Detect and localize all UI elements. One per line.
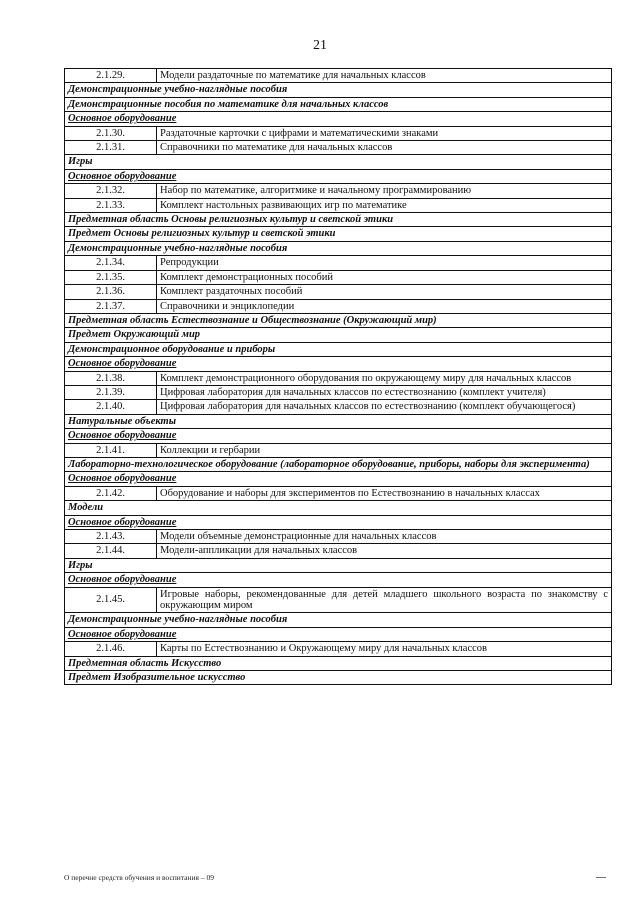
section-row bbox=[65, 656, 612, 670]
item-number: 2.1.44. bbox=[65, 544, 157, 558]
table-row bbox=[65, 385, 612, 399]
section-heading: Натуральные объекты bbox=[65, 414, 612, 428]
table-row bbox=[65, 69, 612, 83]
item-number: 2.1.33. bbox=[65, 198, 157, 212]
table-row bbox=[65, 198, 612, 212]
section-row bbox=[65, 155, 612, 169]
item-number: 2.1.29. bbox=[65, 69, 157, 83]
section-heading: Демонстрационные учебно-наглядные пособия bbox=[65, 241, 612, 255]
item-number: 2.1.37. bbox=[65, 299, 157, 313]
table-row bbox=[65, 642, 612, 656]
subheading-row bbox=[65, 112, 612, 126]
item-description: Справочники по математике для начальных классов bbox=[157, 141, 612, 155]
page-number: 21 bbox=[313, 38, 327, 53]
table-row bbox=[65, 299, 612, 313]
table-row bbox=[65, 486, 612, 500]
table-row bbox=[65, 270, 612, 284]
item-description: Цифровая лаборатория для начальных классов по естествознанию (комплект учителя) bbox=[157, 385, 612, 399]
corner-mark bbox=[596, 877, 606, 878]
item-number: 2.1.46. bbox=[65, 642, 157, 656]
item-description: Комплект раздаточных пособий bbox=[157, 285, 612, 299]
section-heading: Предметная область Естествознание и Обществознание (Окружающий мир) bbox=[65, 313, 612, 327]
section-heading: Демонстрационные учебно-наглядные пособия bbox=[65, 83, 612, 97]
table-row bbox=[65, 371, 612, 385]
subheading-row bbox=[65, 357, 612, 371]
item-description: Игровые наборы, рекомендованные для детей младшего школьного возраста по знакомству с окружающим миром bbox=[157, 587, 612, 613]
subsection-heading: Основное оборудование bbox=[65, 169, 612, 183]
subheading-row bbox=[65, 627, 612, 641]
item-description: Комплект настольных развивающих игр по математике bbox=[157, 198, 612, 212]
item-number: 2.1.35. bbox=[65, 270, 157, 284]
item-description: Комплект демонстрационных пособий bbox=[157, 270, 612, 284]
item-number: 2.1.39. bbox=[65, 385, 157, 399]
section-heading: Демонстрационные учебно-наглядные пособия bbox=[65, 613, 612, 627]
table-row bbox=[65, 256, 612, 270]
table-row bbox=[65, 587, 612, 613]
item-number: 2.1.41. bbox=[65, 443, 157, 457]
item-number: 2.1.32. bbox=[65, 184, 157, 198]
item-description: Раздаточные карточки с цифрами и математическими знаками bbox=[157, 126, 612, 140]
item-number: 2.1.36. bbox=[65, 285, 157, 299]
section-row bbox=[65, 342, 612, 356]
section-row bbox=[65, 227, 612, 241]
table-row bbox=[65, 443, 612, 457]
subsection-heading: Основное оборудование bbox=[65, 573, 612, 587]
section-heading: Предмет Окружающий мир bbox=[65, 328, 612, 342]
section-heading: Демонстрационное оборудование и приборы bbox=[65, 342, 612, 356]
section-row bbox=[65, 313, 612, 327]
section-heading: Игры bbox=[65, 558, 612, 572]
section-row bbox=[65, 213, 612, 227]
section-heading: Предметная область Основы религиозных культур и светской этики bbox=[65, 213, 612, 227]
item-description: Модели раздаточные по математике для начальных классов bbox=[157, 69, 612, 83]
subsection-heading: Основное оборудование bbox=[65, 357, 612, 371]
item-number: 2.1.45. bbox=[65, 587, 157, 613]
subsection-heading: Основное оборудование bbox=[65, 515, 612, 529]
section-heading: Лабораторно-технологическое оборудование (лабораторное оборудование, приборы, наборы для эксперимента) bbox=[65, 457, 612, 471]
section-row bbox=[65, 97, 612, 111]
subsection-heading: Основное оборудование bbox=[65, 429, 612, 443]
subsection-heading: Основное оборудование bbox=[65, 472, 612, 486]
subheading-row bbox=[65, 169, 612, 183]
item-description: Репродукции bbox=[157, 256, 612, 270]
table-row bbox=[65, 544, 612, 558]
subsection-heading: Основное оборудование bbox=[65, 627, 612, 641]
subheading-row bbox=[65, 472, 612, 486]
item-number: 2.1.38. bbox=[65, 371, 157, 385]
subheading-row bbox=[65, 515, 612, 529]
table-row bbox=[65, 400, 612, 414]
item-number: 2.1.40. bbox=[65, 400, 157, 414]
section-heading: Игры bbox=[65, 155, 612, 169]
item-number: 2.1.30. bbox=[65, 126, 157, 140]
item-description: Оборудование и наборы для экспериментов по Естествознанию в начальных классах bbox=[157, 486, 612, 500]
section-row bbox=[65, 501, 612, 515]
item-description: Справочники и энциклопедии bbox=[157, 299, 612, 313]
item-description: Цифровая лаборатория для начальных классов по естествознанию (комплект обучающегося) bbox=[157, 400, 612, 414]
item-description: Коллекции и гербарии bbox=[157, 443, 612, 457]
section-row bbox=[65, 414, 612, 428]
item-description: Модели-аппликации для начальных классов bbox=[157, 544, 612, 558]
equipment-table bbox=[64, 68, 612, 685]
section-row bbox=[65, 671, 612, 685]
item-description: Модели объемные демонстрационные для начальных классов bbox=[157, 530, 612, 544]
table-row bbox=[65, 184, 612, 198]
section-heading: Модели bbox=[65, 501, 612, 515]
section-heading: Предмет Изобразительное искусство bbox=[65, 671, 612, 685]
section-heading: Предметная область Искусство bbox=[65, 656, 612, 670]
section-row bbox=[65, 558, 612, 572]
subheading-row bbox=[65, 429, 612, 443]
item-description: Карты по Естествознанию и Окружающему миру для начальных классов bbox=[157, 642, 612, 656]
section-row bbox=[65, 613, 612, 627]
equipment-table-body bbox=[65, 69, 612, 685]
item-description: Набор по математике, алгоритмике и начальному программированию bbox=[157, 184, 612, 198]
section-row bbox=[65, 241, 612, 255]
section-row bbox=[65, 328, 612, 342]
table-row bbox=[65, 530, 612, 544]
page-footer: О перечне средств обучения и воспитания – 09 bbox=[64, 873, 214, 882]
table-row bbox=[65, 141, 612, 155]
section-heading: Предмет Основы религиозных культур и светской этики bbox=[65, 227, 612, 241]
item-number: 2.1.43. bbox=[65, 530, 157, 544]
item-number: 2.1.42. bbox=[65, 486, 157, 500]
section-row bbox=[65, 457, 612, 471]
subheading-row bbox=[65, 573, 612, 587]
subsection-heading: Основное оборудование bbox=[65, 112, 612, 126]
table-row bbox=[65, 285, 612, 299]
item-number: 2.1.34. bbox=[65, 256, 157, 270]
item-number: 2.1.31. bbox=[65, 141, 157, 155]
item-description: Комплект демонстрационного оборудования по окружающему миру для начальных классов bbox=[157, 371, 612, 385]
section-heading: Демонстрационные пособия по математике для начальных классов bbox=[65, 97, 612, 111]
table-row bbox=[65, 126, 612, 140]
section-row bbox=[65, 83, 612, 97]
